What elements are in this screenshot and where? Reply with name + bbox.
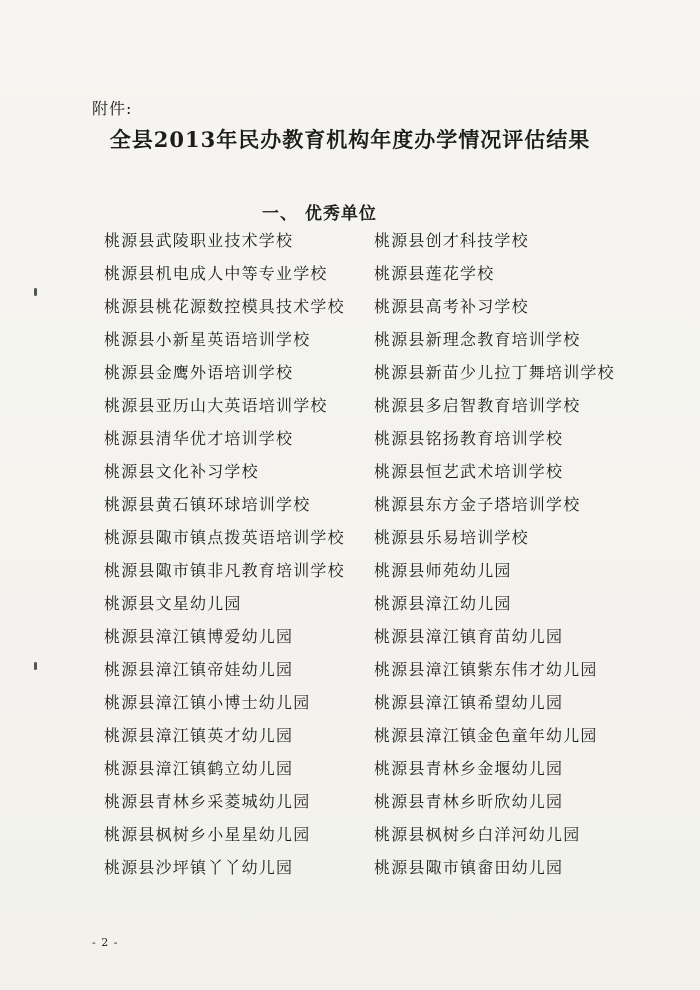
list-item: 桃源县新理念教育培训学校 <box>374 330 581 349</box>
list-item: 桃源县枫树乡白洋河幼儿园 <box>374 825 581 844</box>
list-item: 桃源县铭扬教育培训学校 <box>374 429 564 448</box>
units-list-left <box>104 224 374 884</box>
list-item: 桃源县沙坪镇丫丫幼儿园 <box>104 858 294 877</box>
units-list-right <box>374 224 674 884</box>
list-item: 桃源县多启智教育培训学校 <box>374 396 581 415</box>
list-item: 桃源县东方金子塔培训学校 <box>374 495 581 514</box>
list-item: 桃源县创才科技学校 <box>374 231 529 250</box>
list-item: 桃源县金鹰外语培训学校 <box>104 363 294 382</box>
attachment-label: 附件: <box>92 99 133 118</box>
list-item: 桃源县漳江镇英才幼儿园 <box>104 726 294 745</box>
list-item: 桃源县漳江镇紫东伟才幼儿园 <box>374 660 598 679</box>
list-item: 桃源县漳江幼儿园 <box>374 594 512 613</box>
list-item: 桃源县恒艺武术培训学校 <box>374 462 564 481</box>
list-item: 桃源县师苑幼儿园 <box>374 561 512 580</box>
list-item: 桃源县黄石镇环球培训学校 <box>104 495 311 514</box>
page-number: - 2 - <box>92 936 119 949</box>
list-item: 桃源县机电成人中等专业学校 <box>104 264 328 283</box>
document-title: 全县2013年民办教育机构年度办学情况评估结果 <box>109 127 591 152</box>
list-item: 桃源县青林乡金堰幼儿园 <box>374 759 564 778</box>
list-item: 桃源县新苗少儿拉丁舞培训学校 <box>374 363 615 382</box>
list-item: 桃源县漳江镇小博士幼儿园 <box>104 693 311 712</box>
list-item: 桃源县武陵职业技术学校 <box>104 231 294 250</box>
list-item: 桃源县漳江镇希望幼儿园 <box>374 693 564 712</box>
list-item: 桃源县文星幼儿园 <box>104 594 242 613</box>
list-item: 桃源县陬市镇畲田幼儿园 <box>374 858 564 877</box>
list-item: 桃源县高考补习学校 <box>374 297 529 316</box>
list-item: 桃源县漳江镇博爱幼儿园 <box>104 627 294 646</box>
list-item: 桃源县漳江镇金色童年幼儿园 <box>374 726 598 745</box>
list-item: 桃源县陬市镇非凡教育培训学校 <box>104 561 345 580</box>
list-item: 桃源县青林乡昕欣幼儿园 <box>374 792 564 811</box>
binding-hole-mark <box>34 288 37 296</box>
list-item: 桃源县漳江镇帝娃幼儿园 <box>104 660 294 679</box>
binding-hole-mark <box>34 662 37 670</box>
section-heading: 一、 优秀单位 <box>262 204 377 224</box>
list-item: 桃源县青林乡采菱城幼儿园 <box>104 792 311 811</box>
list-item: 桃源县陬市镇点拨英语培训学校 <box>104 528 345 547</box>
list-item: 桃源县乐易培训学校 <box>374 528 529 547</box>
list-item: 桃源县漳江镇鹤立幼儿园 <box>104 759 294 778</box>
list-item: 桃源县小新星英语培训学校 <box>104 330 311 349</box>
list-item: 桃源县莲花学校 <box>374 264 495 283</box>
list-item: 桃源县文化补习学校 <box>104 462 259 481</box>
list-item: 桃源县漳江镇育苗幼儿园 <box>374 627 564 646</box>
list-item: 桃源县清华优才培训学校 <box>104 429 294 448</box>
list-item: 桃源县亚历山大英语培训学校 <box>104 396 328 415</box>
list-item: 桃源县桃花源数控模具技术学校 <box>104 297 345 316</box>
list-item: 桃源县枫树乡小星星幼儿园 <box>104 825 311 844</box>
